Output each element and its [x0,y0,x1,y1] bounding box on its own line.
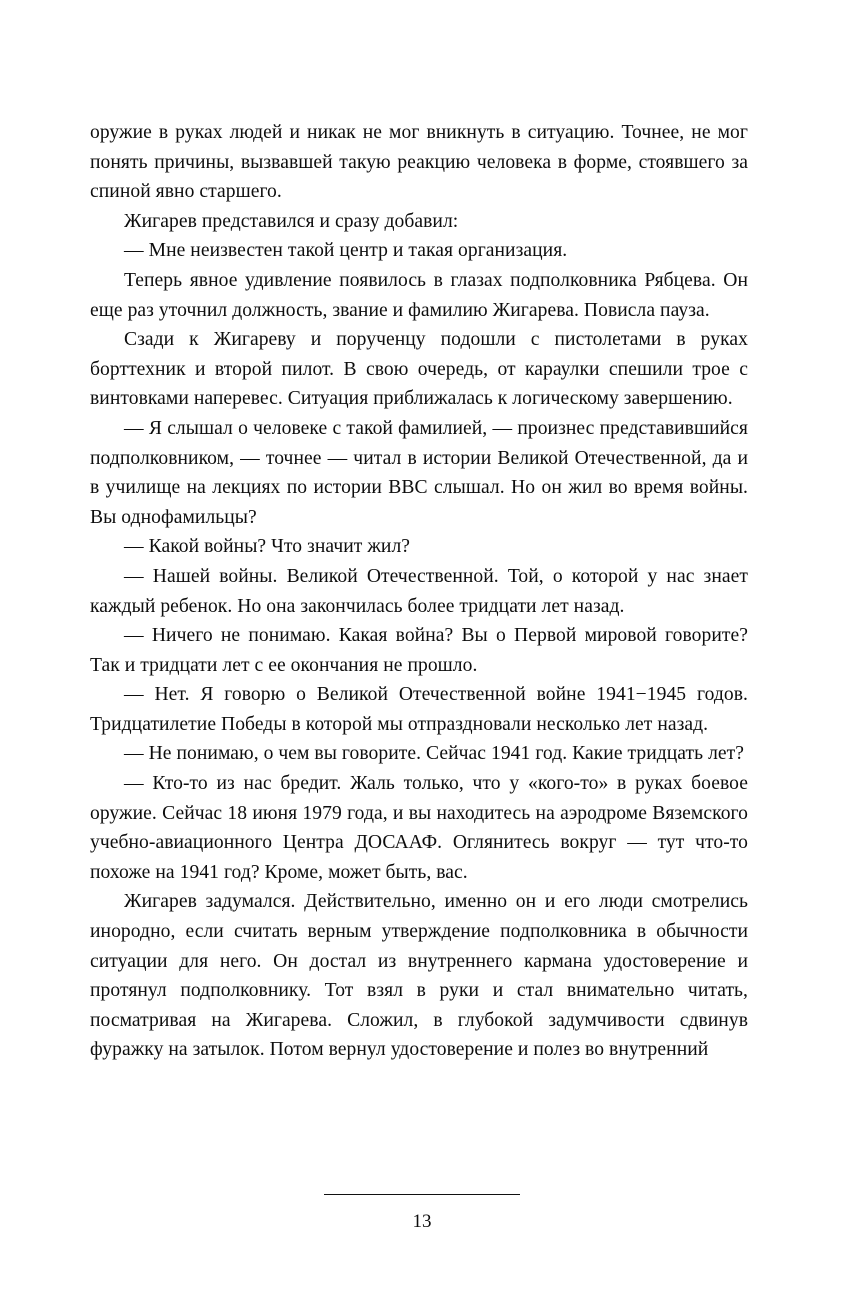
paragraph: — Нет. Я говорю о Великой Отечественной войне 1941−1945 годов. Тридцатилетие Победы в которой мы отпраздновали несколько лет назад. [90,684,748,735]
paragraph: оружие в руках людей и никак не мог вникнуть в ситуацию. Точнее, не мог понять причины, вызвавшей такую реакцию человека в форме, стоявшего за спиной явно старшего. [90,122,748,203]
paragraph: — Не понимаю, о чем вы говорите. Сейчас 1941 год. Какие тридцать лет? [124,743,745,765]
page-footer [0,1194,844,1233]
paragraph: Теперь явное удивление появилось в глазах подполковника Рябцева. Он еще раз уточнил должность, звание и фамилию Жигарева. Повисла пауза. [90,269,748,321]
paragraph: — Я слышал о человеке с такой фамилией, — произнес представившийся подполковником, — точнее — читал в истории Великой Отечественной, да и в училище на лекциях по истории ВВС слышал. Но он жил во время войны. Вы однофамильцы? [90,417,748,528]
paragraph: Жигарев задумался. Действительно, именно он и его люди смотрелись инородно, если считать верным утверждение подполковника в обычности ситуации для него. Он достал из внутреннего кармана удостоверение и протянул подполковнику. Тот взял в руки и стал внимательно читать, посматривая на Жигарева. Сложил, в глубокой задумчивости сдвинув фуражку на затылок. Потом вернул удостоверение и полез во внутренний [90,891,748,1061]
paragraph: — Нашей войны. Великой Отечественной. Той, о которой у нас знает каждый ребенок. Но она закончилась более тридцати лет назад. [90,565,748,617]
footer-divider [324,1194,520,1195]
paragraph: — Мне неизвестен такой центр и такая организация. [124,240,568,262]
paragraph: — Какой войны? Что значит жил? [124,536,411,558]
page-text-body [90,118,748,1065]
paragraph: — Ничего не понимаю. Какая война? Вы о Первой мировой говорите? Так и тридцати лет с ее окончания не прошло. [90,625,748,676]
page-number: 13 [412,1211,432,1232]
paragraph: — Кто-то из нас бредит. Жаль только, что у «кого-то» в руках боевое оружие. Сейчас 18 июня 1979 года, и вы находитесь на аэродроме Вяземского учебно-авиационного Центра ДОСААФ. Оглянитесь вокруг — тут что-то похоже на 1941 год? Кроме, может быть, вас. [90,773,748,883]
paragraph: Сзади к Жигареву и порученцу подошли с пистолетами в руках борттехник и второй пилот. В свою очередь, от караулки спешили трое с винтовками наперевес. Ситуация приближалась к логическому завершению. [90,329,748,410]
paragraph: Жигарев представился и сразу добавил: [124,210,459,232]
